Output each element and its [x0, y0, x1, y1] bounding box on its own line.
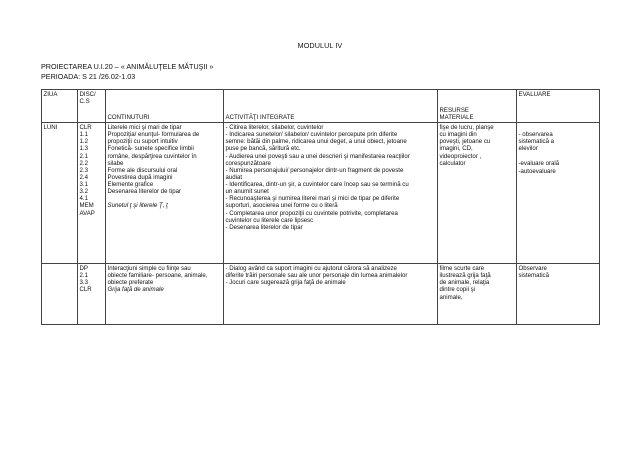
- header-day: ZIUA: [42, 90, 78, 123]
- header-evaluation: EVALUARE: [517, 90, 600, 123]
- content-italic: Sunetul ţ şi literele Ţ, ţ: [107, 202, 168, 210]
- disc-cell: CLR 1.1 1.2 1.3 2.1 2.2 2.3 2.4 3.1 3.2 4.1 MEM AVAP: [78, 123, 106, 264]
- module-title: MODULUL IV: [297, 41, 343, 50]
- disc-cell: DP 2.1 3.3 CLR: [78, 264, 106, 325]
- day-cell: LUNI: [42, 123, 78, 264]
- header-resources: RESURSE MATERIALE: [438, 90, 517, 123]
- table-row: [42, 264, 600, 325]
- table-row: [42, 123, 600, 264]
- content-cell: Interacţiuni simple cu fiinţe sau obiecte familiare- persoane, animale, obiecte preferate Grija faţă de animale: [106, 264, 224, 325]
- planning-table: [41, 89, 600, 325]
- activities-cell: - Dialog având ca suport imagini cu ajutorul cărora să analizeze diferite trăiri personale sau ale unor personaje din lumea animalelor - Jocuri care sugerează grija faţă de animale: [224, 264, 438, 325]
- resources-cell: fişe de lucru, planşe cu imagini din poveşti, jetoane cu imagini, CD, videoproiector , calculator: [438, 123, 517, 264]
- content-italic: Grija faţă de animale: [107, 286, 164, 294]
- table-header-row: [42, 90, 600, 123]
- header-disc: DISC/ C.S: [78, 90, 106, 123]
- evaluation-cell: - observarea sistematică a elevilor -evaluare orală -autoevaluare: [517, 123, 600, 264]
- resources-cell: filme scurte care ilustrează grija faţă de animale, relaţia dintre copii şi animale,: [438, 264, 517, 325]
- period-line: PERIOADA: S 21 /26.02-1.03: [41, 72, 136, 81]
- evaluation-cell: Observare sistematică: [517, 264, 600, 325]
- project-title: PROIECTAREA U.I.20 – « ANIMĂLUŢELE MĂTUŞII »: [41, 62, 214, 71]
- day-cell: [42, 264, 78, 325]
- header-activities: ACTIVITĂŢI INTEGRATE: [224, 90, 438, 123]
- activities-cell: - Citirea literelor, silabelor, cuvintelor - Indicarea sunetelor/ silabelor/ cuvintelor percepute prin diferite semne: bătăi din palme, ridicarea unui deget, a unui obiect, jetoane puse pe bancă, săritură etc. - Audierea unei poveşti sau a unei descrieri şi manifestarea reacţiilor corespunzătoare - Numirea personajului/ personajelor dintr-un fragment de poveste audiat - Identificarea, dintr-un şir, a cuvintelor care încep sau se termină cu un anumit sunet - Recunoaşterea şi numirea literei mari şi mici de tipar pe diferite suporturi, asocierea unei forme cu o literă - Completarea unor propoziţii cu cuvintele potrivite, completarea cuvintelor cu literele care lipsesc - Desenarea literelor de tipar: [224, 123, 438, 264]
- header-content: CONTINUTURI: [106, 90, 224, 123]
- content-cell: Literele mici şi mari de tipar Propoziţia/ enunţul- formularea de propoziţii cu suport intuitiv Fonetică- sunete specifice limbii române, despărţirea cuvintelor în silabe Forme ale discursului oral Povestirea după imagini Elemente grafice Desenarea literelor de tipar Sunetul ţ şi literele Ţ, ţ: [106, 123, 224, 264]
